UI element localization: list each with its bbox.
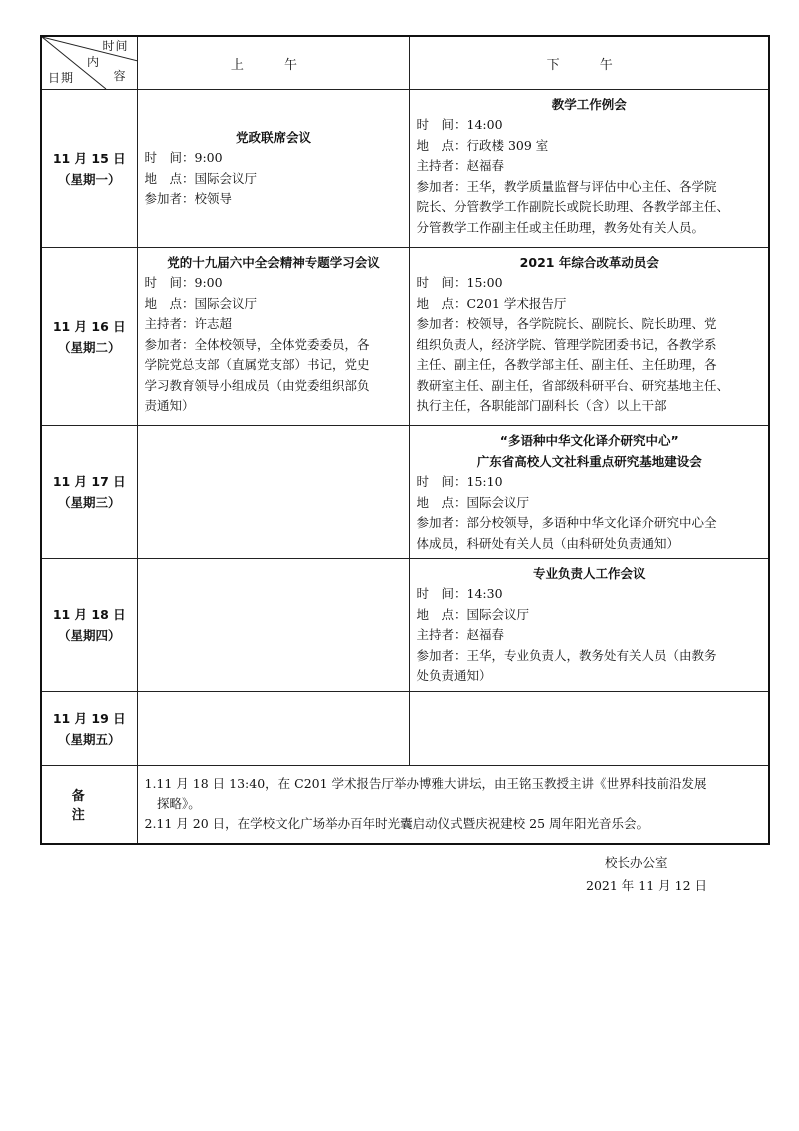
meeting-time: 时 间：15:00 [416,275,503,290]
date-label: 11 月 16 日 [52,318,126,334]
weekday-label: （星期三） [57,495,121,510]
meeting-attendees-cont: 体成员，科研处有关人员（由科研处负责通知） [416,535,680,551]
weekday-label: （星期二） [57,339,121,355]
am-cell-empty [137,692,409,766]
meeting-title-line2: 广东省高校人文社科重点研究基地建设会 [476,454,702,469]
meeting-title: 2021 年综合改革动员会 [519,255,659,270]
signature-office: 校长办公室 [605,855,668,870]
meeting-time: 时 间：14:30 [416,586,503,601]
corner-content-label-1: 内 [87,55,101,69]
meeting-title: 党政联席会议 [235,130,311,146]
note-item: 2.11 月 20 日，在学校文化广场举办百年时光囊启动仪式暨庆祝建校 25 周年阳光音乐会。 [144,816,650,832]
meeting-time: 时 间：9:00 [144,275,223,290]
day-row-wed [41,426,769,559]
meeting-title: 党的十九届六中全会精神专题学习会议 [167,255,380,270]
meeting-attendees: 参加者：校领导 [144,191,233,207]
meeting-title: 教学工作例会 [551,97,627,112]
date-label: 11 月 19 日 [52,710,126,726]
meeting-attendees-cont: 主任、副主任，各教学部主任、副主任、主任助理，各 [416,357,717,372]
date-cell [41,248,137,426]
signature-date: 2021 年 11 月 12 日 [586,878,707,893]
meeting-title: 专业负责人工作会议 [532,566,646,581]
meeting-host: 主持者：许志超 [144,316,233,331]
meeting-place: 地 点：国际会议厅 [416,494,530,510]
weekday-label: （星期五） [57,731,121,747]
date-label: 11 月 15 日 [52,150,126,166]
meeting-place: 地 点：国际会议厅 [416,606,530,622]
meeting-attendees: 参加者：王华，教学质量监督与评估中心主任、各学院 [416,178,717,194]
meeting-attendees-cont: 分管教学工作副主任或主任助理，教务处有关人员。 [416,219,705,235]
meeting-place: 地 点：国际会议厅 [144,295,258,311]
meeting-attendees: 参加者：全体校领导，全体党委委员，各 [144,336,370,352]
notes-row [41,766,769,844]
notes-cell [137,766,769,844]
corner-date-label: 日期 [48,71,75,85]
meeting-attendees-cont: 组织负责人，经济学院、管理学院团委书记，各教学系 [416,336,717,352]
meeting-attendees: 参加者：校领导，各学院院长、副院长、院长助理、党 [416,316,717,331]
date-label: 11 月 18 日 [52,607,126,622]
am-cell [137,90,409,248]
meeting-attendees-cont: 学院党总支部（直属党支部）书记，党史 [144,357,370,372]
pm-cell [409,426,769,559]
note-item: 1.11 月 18 日 13:40，在 C201 学术报告厅举办博雅大讲坛，由王铭玉教授主讲《世界科技前沿发展 [144,776,707,792]
meeting-host: 主持者：赵福春 [416,627,505,642]
date-cell [41,559,137,692]
meeting-time: 时 间：9:00 [144,150,223,166]
pm-header: 下 午 [409,36,769,90]
meeting-time: 时 间：14:00 [416,117,503,132]
pm-cell [409,559,769,692]
pm-cell [409,248,769,426]
note-item-cont: 探略》。 [144,796,201,812]
day-row-mon [41,90,769,248]
meeting-place: 地 点：国际会议厅 [144,170,258,186]
date-cell [41,426,137,559]
corner-time-label: 时间 [102,39,129,53]
meeting-title: “多语种中华文化译介研究中心” [499,433,679,448]
meeting-attendees-cont: 责通知） [144,398,195,413]
meeting-attendees-cont: 教研室主任、副主任，省部级科研平台、研究基地主任、 [416,377,730,393]
am-header: 上 午 [137,36,409,90]
date-label: 11 月 17 日 [52,474,126,489]
meeting-attendees-cont: 院长、分管教学工作副院长或院长助理、各教学部主任、 [416,199,730,214]
pm-cell [409,90,769,248]
day-row-fri [41,692,769,766]
corner-content-label-2: 容 [113,69,127,83]
meeting-place: 地 点：C201 学术报告厅 [416,295,567,311]
weekday-label: （星期四） [57,628,121,643]
notes-label: 备 注 [41,766,137,844]
meeting-attendees: 参加者：部分校领导，多语种中华文化译介研究中心全 [416,515,717,530]
meeting-host: 主持者：赵福春 [416,158,505,173]
am-cell [137,248,409,426]
am-cell-empty [137,426,409,559]
header-row [41,36,769,90]
meeting-attendees-cont: 处负责通知） [416,668,492,683]
meeting-attendees-cont: 学习教育领导小组成员（由党委组织部负 [144,377,370,393]
date-cell [41,90,137,248]
am-cell-empty [137,559,409,692]
meeting-time: 时 间：15:10 [416,474,503,489]
weekday-label: （星期一） [57,171,121,187]
schedule-table [40,35,770,845]
corner-header-cell [41,36,137,90]
date-cell [41,692,137,766]
pm-cell-empty [409,692,769,766]
day-row-tue [41,248,769,426]
day-row-thu [41,559,769,692]
meeting-attendees: 参加者：王华，专业负责人，教务处有关人员（由教务 [416,647,717,663]
meeting-place: 地 点：行政楼 309 室 [416,137,549,153]
meeting-attendees-cont: 执行主任，各职能部门副科长（含）以上干部 [416,398,667,413]
